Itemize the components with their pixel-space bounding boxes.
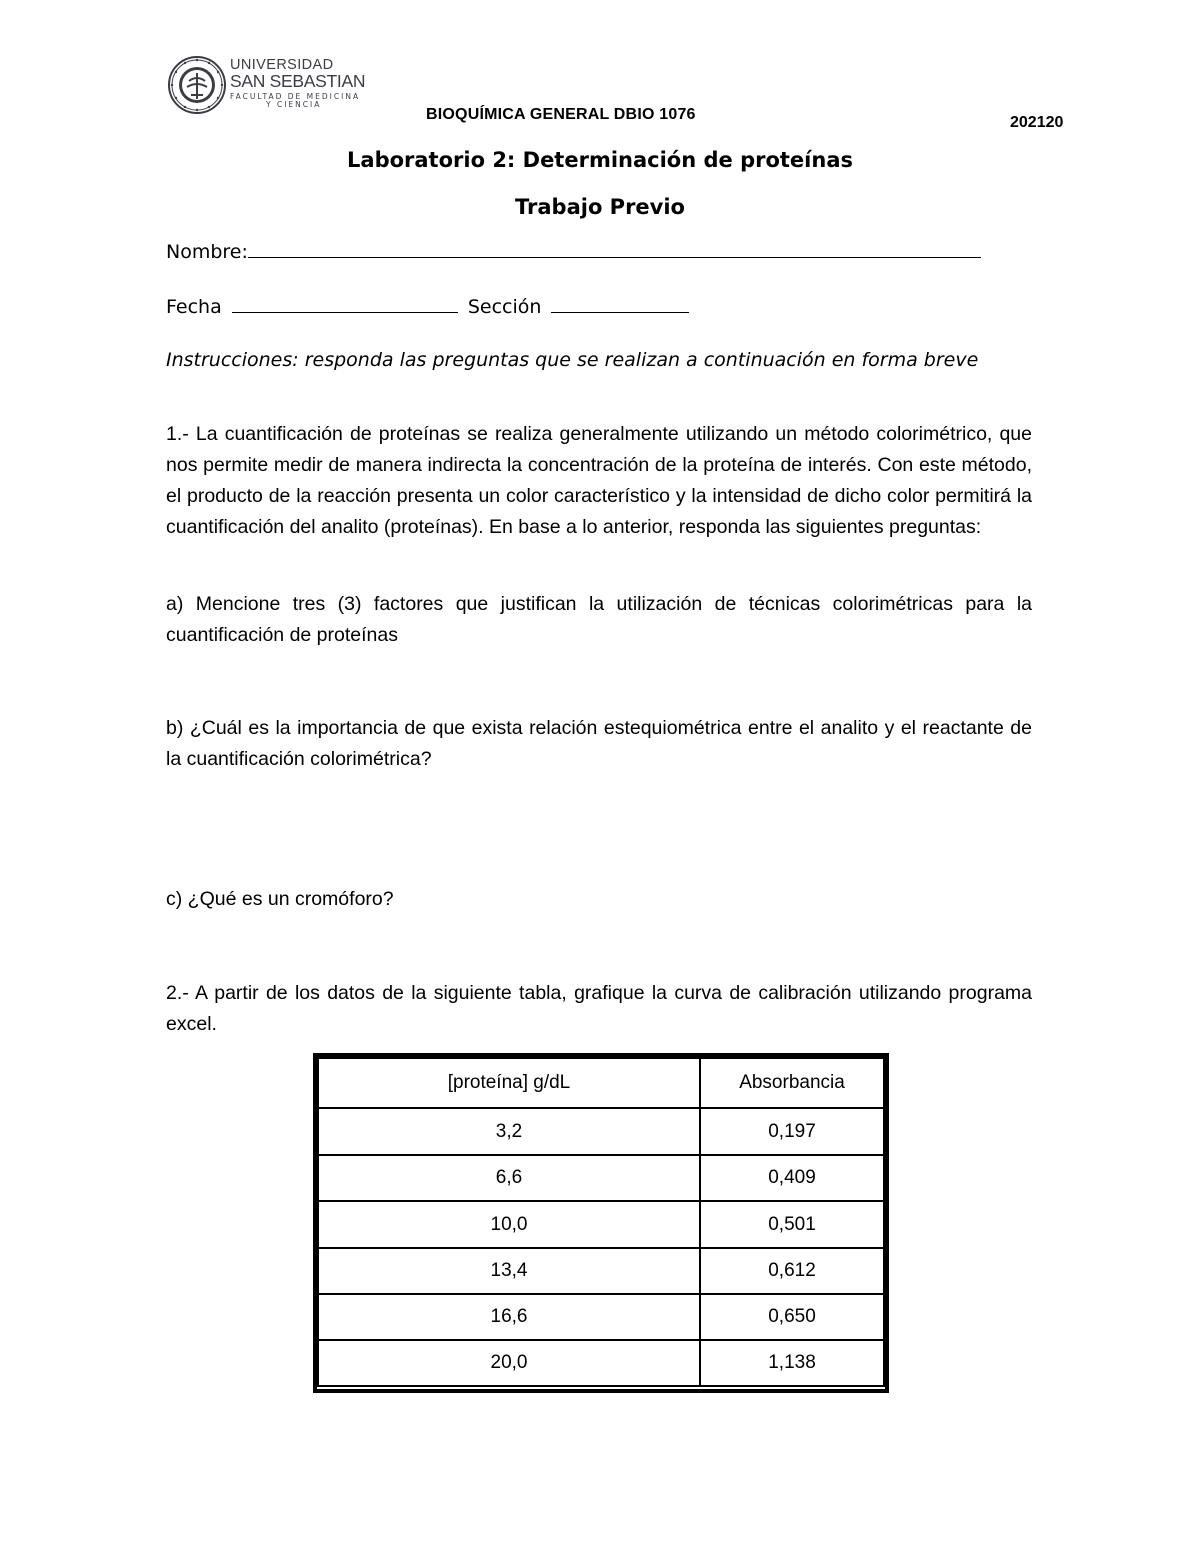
course-code: BIOQUÍMICA GENERAL DBIO 1076 <box>426 106 696 123</box>
section-blank-line <box>551 300 689 313</box>
calibration-table <box>317 1057 885 1387</box>
question-1b: b) ¿Cuál es la importancia de que exista relación estequiométrica entre el analito y el reactante de la cuantificación colorimétrica? <box>166 717 1032 770</box>
name-blank-line <box>248 245 981 258</box>
question-1a: a) Mencione tres (3) factores que justifican la utilización de técnicas colorimétricas para la cuantificación de proteínas <box>166 593 1032 646</box>
cell-protein: 3,2 <box>318 1108 700 1155</box>
cell-absorbance: 1,138 <box>700 1340 884 1386</box>
name-label: Nombre: <box>166 241 248 263</box>
cell-absorbance: 0,197 <box>700 1108 884 1155</box>
page-subtitle: Trabajo Previo <box>515 195 685 219</box>
instructions: Instrucciones: responda las preguntas que se realizan a continuación en forma breve <box>166 349 979 371</box>
question-1c: c) ¿Qué es un cromóforo? <box>166 888 394 910</box>
header-protein: [proteína] g/dL <box>318 1058 700 1108</box>
cell-protein: 6,6 <box>318 1155 700 1201</box>
question-1: 1.- La cuantificación de proteínas se realiza generalmente utilizando un método colorimétrico, que nos permite medir de manera indirecta la concentración de la proteína de interés. Con este método, el producto de la reacción presenta un color característico y la intensidad de dicho color permitirá la cuantificación del analito (proteínas). En base a lo anterior, responda las siguientes preguntas: <box>166 423 1032 538</box>
cell-absorbance: 0,501 <box>700 1201 884 1248</box>
date-label: Fecha <box>166 296 222 318</box>
university-seal-icon <box>167 55 227 115</box>
cell-protein: 20,0 <box>318 1340 700 1386</box>
name-field <box>166 241 981 263</box>
page-title: Laboratorio 2: Determinación de proteínas <box>347 148 853 172</box>
section-label: Sección <box>467 296 542 318</box>
university-logo <box>167 55 367 117</box>
cell-protein: 16,6 <box>318 1294 700 1340</box>
cell-absorbance: 0,409 <box>700 1155 884 1201</box>
question-2: 2.- A partir de los datos de la siguiente tabla, grafique la curva de calibración utilizando programa excel. <box>166 982 1032 1035</box>
cell-protein: 13,4 <box>318 1248 700 1294</box>
table-row <box>318 1155 884 1201</box>
table-row <box>318 1340 884 1386</box>
cell-absorbance: 0,650 <box>700 1294 884 1340</box>
table-row <box>318 1108 884 1155</box>
logo-line-university: UNIVERSIDAD <box>230 57 334 73</box>
date-section-field <box>166 296 689 318</box>
logo-line-faculty: FACULTAD DE MEDICINA <box>230 92 361 101</box>
cell-absorbance: 0,612 <box>700 1248 884 1294</box>
logo-line-name: SAN SEBASTIAN <box>230 71 366 91</box>
academic-period: 202120 <box>1010 114 1064 131</box>
header-absorbance: Absorbancia <box>700 1058 884 1108</box>
table-header-row <box>318 1058 884 1108</box>
table-row <box>318 1201 884 1248</box>
logo-text <box>230 58 365 109</box>
date-blank-line <box>232 300 458 313</box>
logo-line-faculty-2: Y CIENCIA <box>266 100 322 109</box>
cell-protein: 10,0 <box>318 1201 700 1248</box>
table-row <box>318 1248 884 1294</box>
table-row <box>318 1294 884 1340</box>
